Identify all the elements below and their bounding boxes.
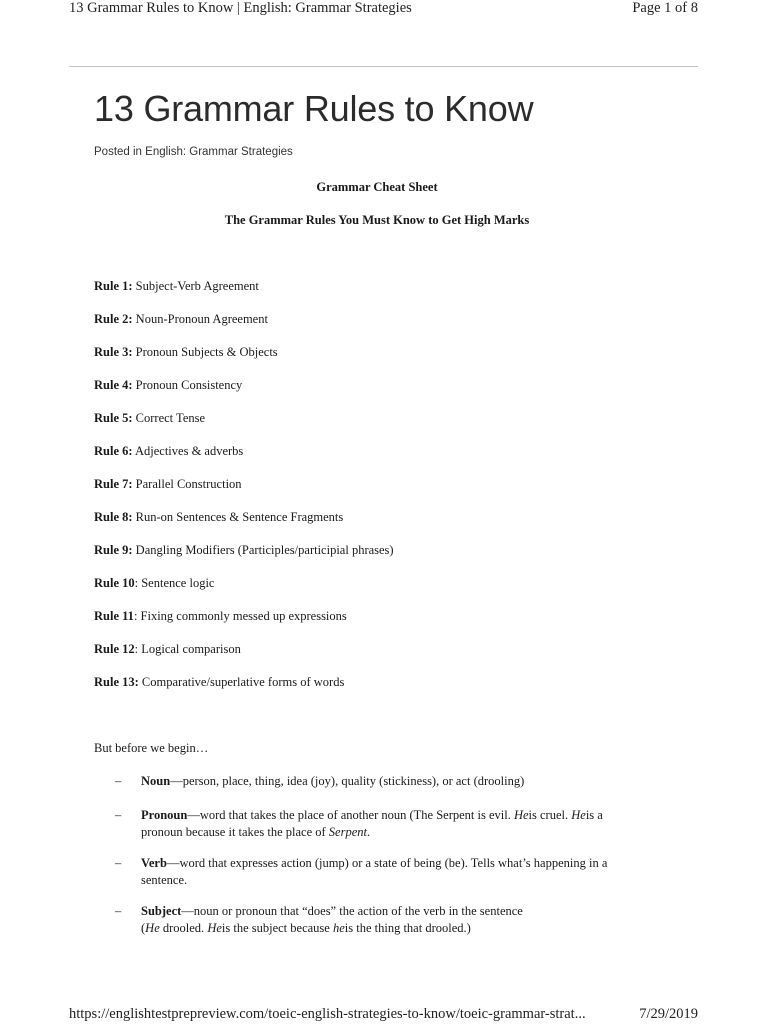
definition-separator: — <box>170 774 183 788</box>
page-title: 13 Grammar Rules to Know <box>94 88 534 129</box>
definition-text: is the subject because <box>221 920 330 935</box>
definition-text: is cruel. <box>528 808 569 822</box>
definition-text: noun or pronoun that “does” the action of the verb in the sentence <box>193 904 523 918</box>
print-footer-date: 7/29/2019 <box>639 1006 698 1022</box>
rule-text: Pronoun Consistency <box>135 378 243 392</box>
rule-label: Rule 3: <box>94 345 133 359</box>
rule-text: : Sentence logic <box>134 576 215 590</box>
example-word: he <box>332 920 345 935</box>
definition-text: pronoun because it takes the place of <box>141 824 326 839</box>
definition-text: person, place, thing, idea (joy), quality (stickiness), or act (drooling) <box>182 774 525 788</box>
rule-item <box>94 279 259 294</box>
rule-item <box>94 510 343 525</box>
definition-body <box>141 855 661 888</box>
intro-line: But before we begin… <box>94 741 209 755</box>
rule-item <box>94 312 268 327</box>
definition-text: word that expresses action (jump) or a state of being (be). Tells what’s happening in a <box>179 856 608 870</box>
posted-in-label: Posted in <box>94 146 142 158</box>
definition-term: Noun <box>141 774 171 788</box>
example-word: He <box>571 808 586 822</box>
posted-in-line <box>94 146 293 158</box>
rule-item <box>94 642 241 657</box>
definition-separator: — <box>187 808 200 822</box>
rule-label: Rule 11 <box>94 609 134 623</box>
list-dash: – <box>115 808 122 822</box>
rule-text: : Logical comparison <box>134 642 241 656</box>
definition-term: Verb <box>141 856 167 870</box>
rule-text: Parallel Construction <box>135 477 242 491</box>
rule-label: Rule 6: <box>94 444 133 458</box>
definition-text: is a <box>585 808 603 822</box>
rule-item <box>94 675 344 690</box>
rule-item <box>94 345 278 360</box>
rule-item <box>94 411 205 426</box>
definition-separator: — <box>181 904 194 918</box>
rule-label: Rule 7: <box>94 477 133 491</box>
definition-body <box>141 807 661 840</box>
rule-label: Rule 4: <box>94 378 133 392</box>
rule-item <box>94 378 242 393</box>
rule-text: Pronoun Subjects & Objects <box>135 345 278 359</box>
header-divider <box>69 66 698 67</box>
rule-label: Rule 9: <box>94 543 133 557</box>
subheading: The Grammar Rules You Must Know to Get High Marks <box>224 213 530 227</box>
rule-label: Rule 12 <box>94 642 135 656</box>
definition-term: Subject <box>141 904 182 918</box>
rule-label: Rule 13: <box>94 675 139 689</box>
example-word: He <box>207 920 222 935</box>
rule-text: Adjectives & adverbs <box>134 444 244 458</box>
print-footer-url: https://englishtestprepreview.com/toeic-english-strategies-to-know/toeic-grammar-strat... <box>69 1006 586 1022</box>
example-word: He <box>145 920 160 935</box>
rule-text: Run-on Sentences & Sentence Fragments <box>135 510 344 524</box>
example-word: He <box>513 808 529 822</box>
rule-text: Dangling Modifiers (Participles/participial phrases) <box>135 543 394 557</box>
rule-item <box>94 543 394 558</box>
rule-label: Rule 5: <box>94 411 133 425</box>
print-page-number: Page 1 of 8 <box>632 0 698 16</box>
definition-text: word that takes the place of another noun (The Serpent is evil. <box>199 808 511 822</box>
rule-item <box>94 576 214 591</box>
definition-body <box>141 903 661 936</box>
rule-item <box>94 444 243 459</box>
rule-text: Noun-Pronoun Agreement <box>135 312 268 326</box>
rule-label: Rule 8: <box>94 510 133 524</box>
rule-text: : Fixing commonly messed up expressions <box>133 609 347 623</box>
rule-label: Rule 2: <box>94 312 133 326</box>
category-link[interactable]: English: Grammar Strategies <box>145 146 293 158</box>
rule-text: Comparative/superlative forms of words <box>141 675 345 689</box>
rule-item <box>94 609 347 624</box>
rule-label: Rule 1: <box>94 279 133 293</box>
rule-item <box>94 477 242 492</box>
definition-body <box>141 773 661 790</box>
definition-text: ( <box>141 920 146 935</box>
definition-text: . <box>366 824 371 839</box>
list-dash: – <box>115 856 122 870</box>
example-word: Serpent <box>328 824 367 839</box>
rule-label: Rule 10 <box>94 576 135 590</box>
definition-separator: — <box>166 856 180 870</box>
rule-text: Correct Tense <box>135 411 206 425</box>
list-dash: – <box>115 774 122 788</box>
definition-term: Pronoun <box>141 808 188 822</box>
list-dash: – <box>115 904 122 918</box>
cheat-sheet-heading: Grammar Cheat Sheet <box>316 180 438 194</box>
definition-text: sentence. <box>141 872 188 887</box>
print-header-title: 13 Grammar Rules to Know | English: Grammar Strategies <box>69 0 412 16</box>
definition-text: is the thing that drooled.) <box>344 920 471 935</box>
definition-text: drooled. <box>162 920 205 935</box>
rule-text: Subject-Verb Agreement <box>135 279 259 293</box>
